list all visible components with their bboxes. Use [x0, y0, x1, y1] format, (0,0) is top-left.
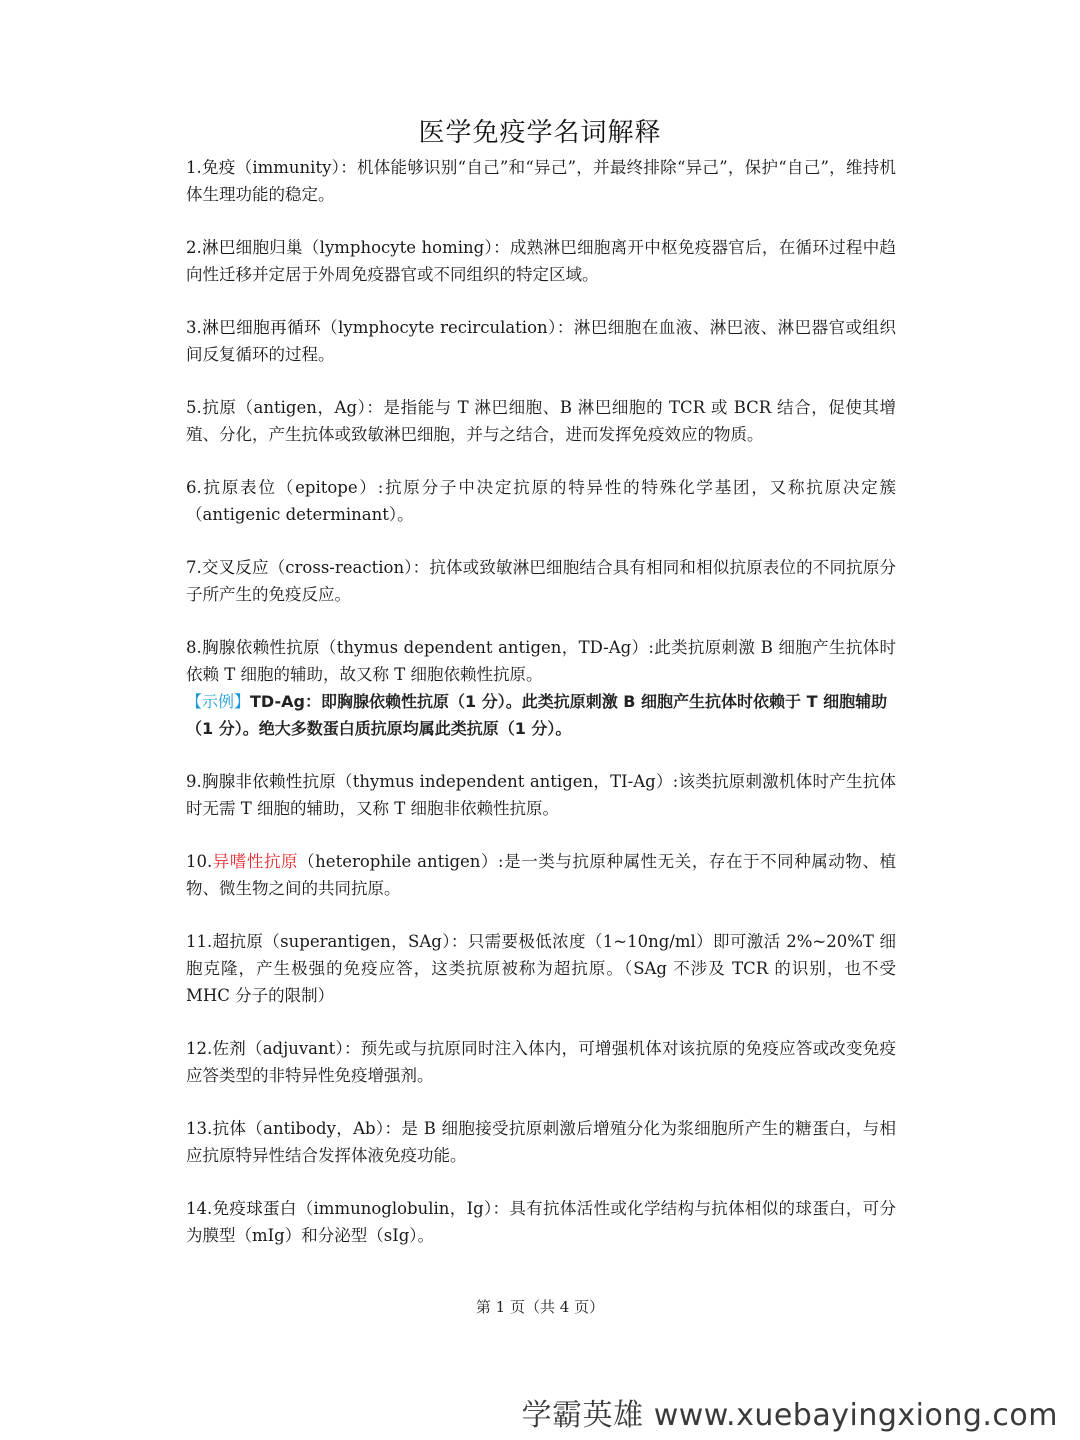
entry-number: 12.	[186, 1039, 213, 1058]
entry-12	[186, 1035, 896, 1089]
entry-term: 佐剂	[212, 1039, 246, 1058]
entry-11	[186, 928, 896, 1009]
entry-definition: （immunity）：机体能够识别“自己”和“异己”，并最终排除“异己”，保护“自己”，维持机体生理功能的稳定。	[186, 158, 896, 204]
entry-definition: （antibody，Ab）：是 B 细胞接受抗原刺激后增殖分化为浆细胞所产生的糖蛋白，与相应抗原特异性结合发挥体液免疫功能。	[186, 1119, 896, 1165]
entry-13	[186, 1115, 896, 1169]
entry-number: 3.	[186, 318, 202, 337]
page-title: 医学免疫学名词解释	[418, 118, 662, 148]
site-watermark: 学霸英雄 www.xuebayingxiong.com	[521, 1398, 1058, 1433]
entry-term: 淋巴细胞归巢	[201, 238, 303, 257]
entry-term-highlighted: 异嗜性抗原	[212, 852, 299, 871]
entry-number: 13.	[186, 1119, 213, 1138]
entry-1	[186, 154, 896, 208]
entry-definition: （thymus independent antigen，TI-Ag）:该类抗原刺激机体时产生抗体时无需 T 细胞的辅助，又称 T 细胞非依赖性抗原。	[186, 772, 897, 818]
entry-number: 8.	[186, 638, 202, 657]
entry-5	[186, 394, 896, 448]
entry-definition: （antigen，Ag）：是指能与 T 淋巴细胞、B 淋巴细胞的 TCR 或 BCR 结合，促使其增殖、分化，产生抗体或致敏淋巴细胞，并与之结合，进而发挥免疫效应的物质。	[186, 398, 896, 444]
entry-term: 免疫	[201, 158, 236, 177]
entry-definition: （epitope）:抗原分子中决定抗原的特异性的特殊化学基团，又称抗原决定簇（antigenic determinant）。	[186, 478, 897, 524]
example-tag: 【示例】	[186, 692, 251, 711]
entry-7	[186, 554, 896, 608]
entry-definition: （heterophile antigen）:是一类与抗原种属性无关，存在于不同种属动物、植物、微生物之间的共同抗原。	[186, 852, 897, 898]
entry-number: 1.	[186, 158, 202, 177]
entry-term: 交叉反应	[201, 558, 269, 577]
entry-number: 2.	[186, 238, 202, 257]
entry-term: 胸腺非依赖性抗原	[201, 772, 336, 791]
entry-term: 超抗原	[212, 932, 264, 951]
entry-term: 抗体	[212, 1119, 247, 1138]
entry-definition: （adjuvant）：预先或与抗原同时注入体内，可增强机体对该抗原的免疫应答或改变免疫应答类型的非特异性免疫增强剂。	[186, 1039, 897, 1085]
entry-8	[186, 634, 896, 688]
entry-definition: （cross-reaction）：抗体或致敏淋巴细胞结合具有相同和相似抗原表位的不同抗原分子所产生的免疫反应。	[186, 558, 897, 604]
entry-definition: （superantigen，SAg）：只需要极低浓度（1~10ng/ml）即可激活 2%~20%T 细胞克隆，产生极强的免疫应答，这类抗原被称为超抗原。（SAg 不涉及 TCR 的识别，也不受 MHC 分子的限制）	[186, 932, 897, 1005]
example-note	[186, 688, 896, 742]
entry-definition: （thymus dependent antigen，TD-Ag）:此类抗原刺激 B 细胞产生抗体时依赖 T 细胞的辅助，故又称 T 细胞依赖性抗原。	[186, 638, 896, 684]
entry-number: 11.	[186, 932, 213, 951]
entry-term: 抗原	[201, 398, 237, 417]
entry-number: 6.	[186, 478, 202, 497]
entry-number: 10.	[186, 852, 213, 871]
entry-2	[186, 234, 896, 288]
entry-term: 抗原表位	[201, 478, 277, 497]
example-text: TD-Ag：即胸腺依赖性抗原（1 分）。此类抗原刺激 B 细胞产生抗体时依赖于 T 细胞辅助（1 分）。绝大多数蛋白质抗原均属此类抗原（1 分）。	[186, 692, 888, 738]
page-footer: 第 1 页（共 4 页）	[475, 1298, 605, 1316]
entry-term: 淋巴细胞再循环	[201, 318, 322, 337]
entry-number: 5.	[186, 398, 202, 417]
entry-number: 7.	[186, 558, 202, 577]
entry-term: 胸腺依赖性抗原	[201, 638, 320, 657]
entry-3	[186, 314, 896, 368]
entry-definition: （lymphocyte homing）：成熟淋巴细胞离开中枢免疫器官后，在循环过程中趋向性迁移并定居于外周免疫器官或不同组织的特定区域。	[186, 238, 897, 284]
entry-number: 14.	[186, 1199, 213, 1218]
entry-definition: （immunoglobulin，Ig）：具有抗体活性或化学结构与抗体相似的球蛋白，可分为膜型（mIg）和分泌型（sIg）。	[186, 1199, 897, 1245]
entry-10	[186, 848, 896, 902]
entry-14	[186, 1195, 896, 1249]
entry-6	[186, 474, 896, 528]
entry-number: 9.	[186, 772, 202, 791]
entry-term: 免疫球蛋白	[212, 1199, 297, 1218]
entry-9	[186, 768, 896, 822]
entry-definition: （lymphocyte recirculation）：淋巴细胞在血液、淋巴液、淋巴器官或组织间反复循环的过程。	[186, 318, 897, 364]
